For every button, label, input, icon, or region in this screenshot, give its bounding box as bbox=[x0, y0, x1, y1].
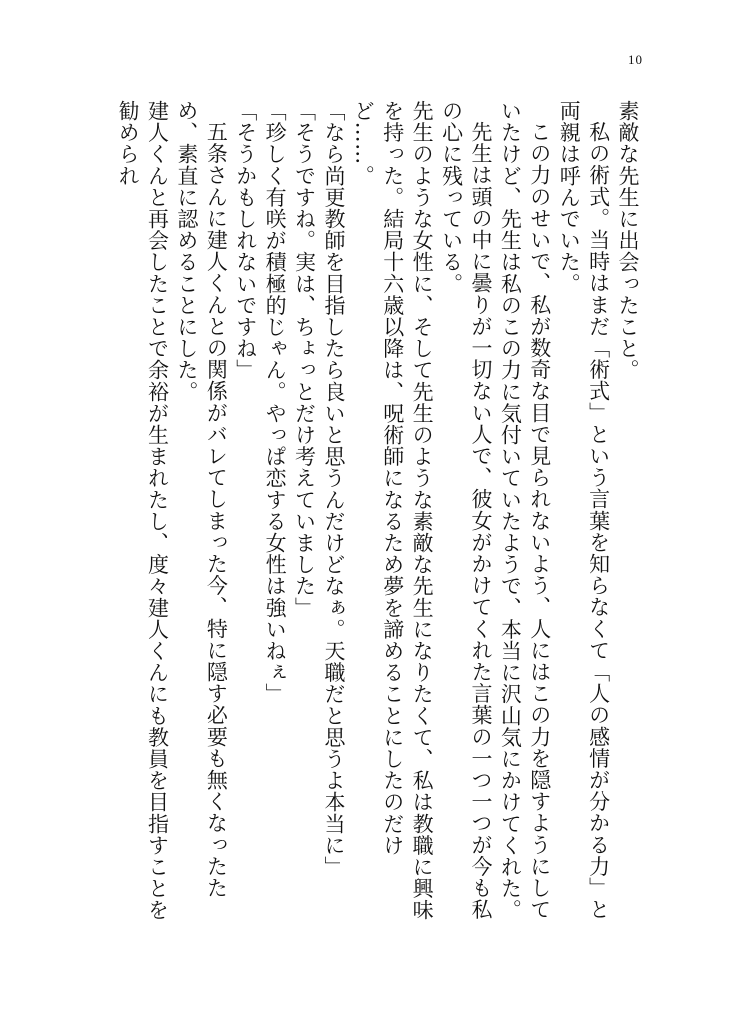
dialogue-line: 「なら尚更教師を目指したら良いと思うんだけどなぁ。天職だと思うよ本当に」 bbox=[321, 100, 346, 878]
paragraph: 五条さんに建人くんとの関係がバレてしまった今、特に隠す必要も無くなったため、素直に認めることにした。 bbox=[174, 100, 229, 899]
dialogue-line: 「そうかもしれないですね」 bbox=[233, 100, 258, 381]
paragraph: この力のせいで、私が数奇な目で見られないよう、人にはこの力を隠すようにしていたけど、先生は私のこの力に気付いていたようで、本当に沢山気にかけてくれた。 bbox=[498, 100, 552, 921]
paragraph: 先生は頭の中に曇りが一切ない人で、彼女がかけてくれた言葉の一つ一つが今も私の心に残っている。 bbox=[439, 100, 493, 921]
dialogue-line: 「そうですね。実は、ちょっとだけ考えていました」 bbox=[292, 100, 317, 619]
body-text bbox=[113, 100, 642, 930]
page-number: 10 bbox=[628, 52, 643, 67]
paragraph: 先生のような女性に、そして先生のような素敵な先生になりたくて、私は教職に興味を持った。結局十六歳以降は、呪術師になるため夢を諦めることにしたのだけど……。 bbox=[351, 100, 435, 921]
paragraph: 建人くんと再会したことで余裕が生まれたし、度々建人くんにも教員を目指すことを勧められ bbox=[116, 100, 170, 921]
paragraph: 私の術式。当時はまだ「術式」という言葉を知らなくて「人の感情が分かる力」と両親は呼んでいた。 bbox=[557, 100, 611, 921]
dialogue-line: 「珍しく有咲が積極的じゃん。やっぱ恋する女性は強いねぇ」 bbox=[263, 100, 288, 705]
paragraph: 素敵な先生に出会ったこと。 bbox=[616, 100, 640, 381]
